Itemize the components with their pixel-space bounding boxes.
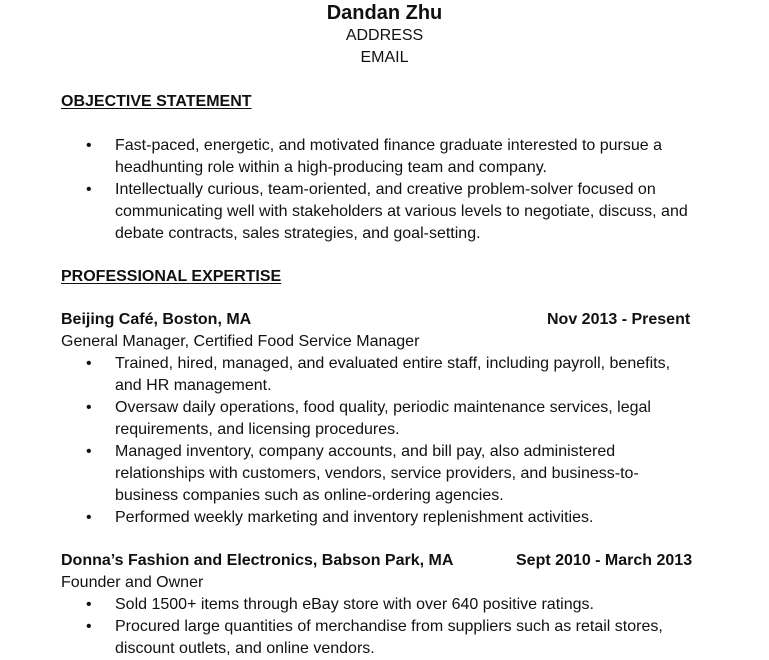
- job-role: Founder and Owner: [61, 574, 204, 591]
- job-header: [61, 309, 701, 331]
- address-line: ADDRESS: [345, 27, 424, 44]
- bullet-icon: •: [86, 443, 92, 460]
- job-role: General Manager, Certified Food Service Manager: [61, 333, 420, 350]
- job-dates: Sept 2010 - March 2013: [516, 552, 693, 569]
- list-item: • Sold 1500+ items through eBay store with over 640 positive ratings.: [86, 594, 701, 616]
- list-item: • Oversaw daily operations, food quality, periodic maintenance services, legal requirements, and licensing procedures.: [86, 399, 651, 438]
- candidate-name: Dandan Zhu: [326, 2, 443, 24]
- list-item: • Performed weekly marketing and inventory replenishment activities.: [86, 507, 701, 529]
- list-item: • Managed inventory, company accounts, and bill pay, also administered relationships with customers, vendors, service providers, and business-to-business companies such as online-ordering agencies.: [86, 443, 639, 504]
- employer: Donna’s Fashion and Electronics, Babson Park, MA: [61, 552, 454, 569]
- email-line: EMAIL: [360, 49, 409, 66]
- bullet-icon: •: [86, 137, 92, 154]
- bullet-icon: •: [86, 618, 92, 635]
- expertise-title: PROFESSIONAL EXPERTISE: [61, 268, 282, 285]
- job-dates: Nov 2013 - Present: [547, 311, 691, 328]
- employer: Beijing Café, Boston, MA: [61, 311, 252, 328]
- objective-title: OBJECTIVE STATEMENT: [61, 93, 252, 110]
- job-bullets: [86, 353, 701, 529]
- bullet-icon: •: [86, 596, 92, 613]
- job-bullets: [86, 594, 701, 660]
- job-header: [61, 550, 701, 572]
- objective-list: [86, 135, 701, 245]
- list-item: • Intellectually curious, team-oriented, and creative problem-solver focused on communicating well with stakeholders at various levels to negotiate, discuss, and debate contracts, sales strategies, and goal-setting.: [86, 181, 688, 242]
- bullet-icon: •: [86, 399, 92, 416]
- bullet-icon: •: [86, 509, 92, 526]
- resume-header: [0, 0, 769, 69]
- list-item: • Procured large quantities of merchandise from suppliers such as retail stores, discount outlets, and online vendors.: [86, 618, 663, 657]
- bullet-icon: •: [86, 181, 92, 198]
- bullet-icon: •: [86, 355, 92, 372]
- list-item: • Trained, hired, managed, and evaluated entire staff, including payroll, benefits, and HR management.: [86, 355, 671, 394]
- list-item: • Fast-paced, energetic, and motivated finance graduate interested to pursue a headhunting role within a high-producing team and company.: [86, 137, 663, 176]
